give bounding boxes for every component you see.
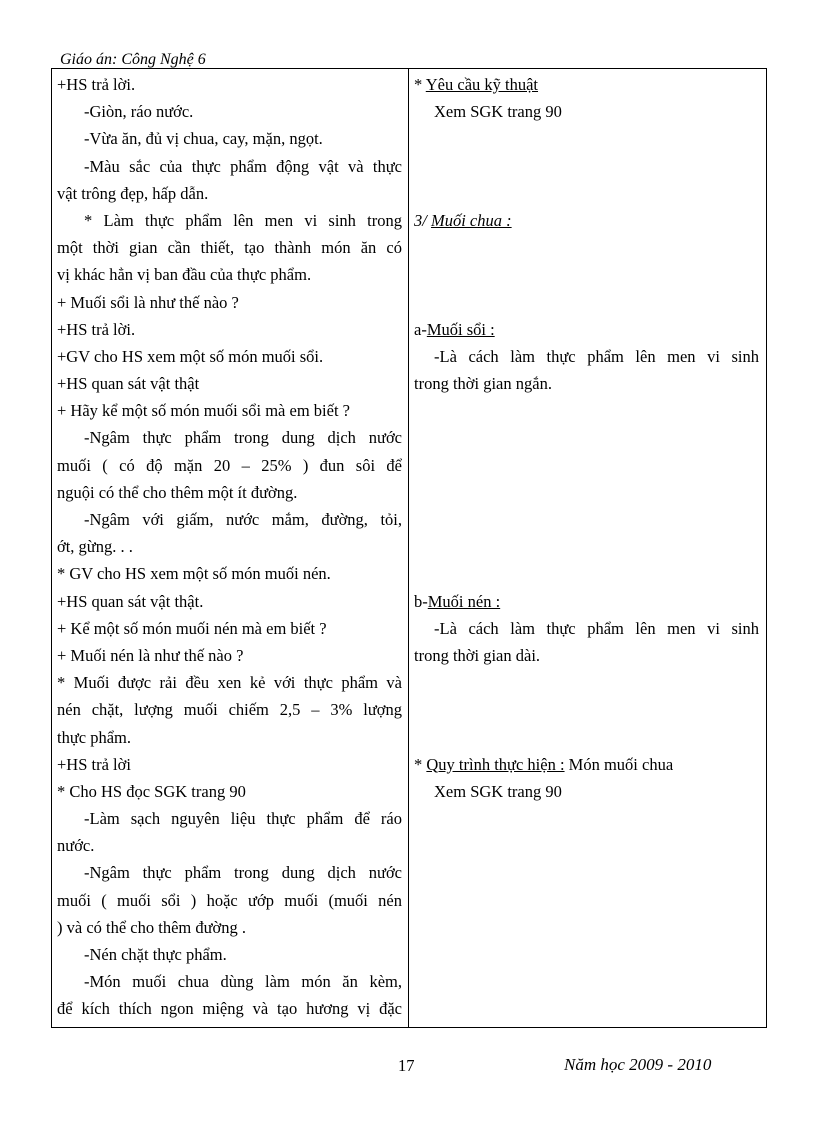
lesson-content-column: [414, 71, 759, 805]
activity-line: -Món muối chua dùng làm món ăn kèm,: [84, 972, 402, 992]
activity-line: +HS trả lời: [57, 754, 131, 774]
pickling-section-heading: [414, 207, 759, 234]
heading-prefix: *: [414, 75, 426, 94]
tech-requirement-heading: [414, 71, 759, 98]
procedure-heading: [414, 751, 759, 778]
activity-line: + Muối sổi là như thế nào ?: [57, 292, 239, 312]
heading-label: Muối nén :: [427, 591, 501, 611]
quick-pickle-heading: [414, 316, 759, 343]
activity-line: * Làm thực phẩm lên men vi sinh trong: [84, 210, 402, 230]
activity-line: + Muối nén là như thế nào ?: [57, 645, 244, 665]
activity-line: +GV cho HS xem một số món muối sổi.: [57, 346, 324, 366]
quick-pickle-definition-cont: trong thời gian ngắn.: [414, 374, 552, 394]
activity-line: vật trông đẹp, hấp dẫn.: [57, 183, 209, 203]
pressed-pickle-definition-cont: trong thời gian dài.: [414, 645, 541, 665]
activity-line: * GV cho HS xem một số món muối nén.: [57, 564, 331, 584]
activity-line: + Kể một số món muối nén mà em biết ?: [57, 618, 327, 638]
activity-line: muối ( muối sổi ) hoặc ướp muối (muối nén: [57, 890, 402, 910]
heading-label: Yêu cầu kỹ thuật: [425, 75, 539, 94]
lesson-table: [51, 68, 767, 1028]
activity-line: +HS quan sát vật thật.: [57, 591, 204, 611]
activity-line: nước.: [57, 836, 95, 856]
activity-line: +HS quan sát vật thật: [57, 374, 200, 394]
activity-line: thực phẩm.: [57, 727, 132, 747]
school-year: Năm học 2009 - 2010: [564, 1055, 712, 1074]
activity-line: -Làm sạch nguyên liệu thực phẩm để ráo: [84, 809, 402, 829]
page-number: 17: [398, 1056, 415, 1075]
activity-line: * Muối được rải đều xen kẻ với thực phẩm và: [57, 673, 402, 693]
heading-prefix: *: [414, 754, 427, 774]
heading-label: Quy trình thực hiện :: [426, 754, 565, 774]
activity-line: -Vừa ăn, đủ vị chua, cay, mặn, ngọt.: [84, 129, 323, 149]
heading-label: Muối chua :: [430, 210, 512, 230]
quick-pickle-definition: -Là cách làm thực phẩm lên men vi sinh: [434, 346, 759, 366]
activity-line: ) và có thể cho thêm đường .: [57, 917, 247, 937]
activity-line: +HS trả lời.: [57, 319, 136, 339]
activity-line: -Ngâm với giấm, nước mắm, đường, tỏi,: [84, 510, 402, 529]
activity-line: một thời gian cần thiết, tạo thành món ăn có: [57, 238, 402, 258]
activity-line: -Giòn, ráo nước.: [84, 102, 194, 122]
activity-line: +HS trả lời.: [57, 75, 136, 94]
activity-line: -Màu sắc của thực phẩm động vật và thực: [84, 156, 402, 176]
activity-line: nguội có thể cho thêm một ít đường.: [57, 482, 298, 502]
pressed-pickle-heading: [414, 588, 759, 615]
heading-suffix: Món muối chua: [564, 754, 674, 774]
activity-line: * Cho HS đọc SGK trang 90: [57, 781, 246, 801]
heading-prefix: b-: [414, 591, 428, 611]
see-textbook-note-2: Xem SGK trang 90: [434, 781, 562, 801]
activity-line: -Ngâm thực phẩm trong dung dịch nước: [84, 428, 402, 448]
heading-prefix: 3/: [414, 210, 431, 230]
see-textbook-note: Xem SGK trang 90: [434, 102, 562, 122]
activity-line: + Hãy kể một số món muối sổi mà em biết ?: [57, 401, 350, 421]
heading-prefix: a-: [414, 319, 427, 339]
column-divider: [408, 69, 409, 1027]
teacher-student-activity-column: [57, 71, 402, 1023]
activity-line: -Ngâm thực phẩm trong dung dịch nước: [84, 863, 402, 883]
activity-line: nén chặt, lượng muối chiếm 2,5 – 3% lượng: [57, 700, 402, 720]
activity-line: muối ( có độ mặn 20 – 25% ) đun sôi để: [57, 455, 402, 475]
pressed-pickle-definition: -Là cách làm thực phẩm lên men vi sinh: [434, 618, 759, 638]
activity-line: ớt, gừng. . .: [57, 537, 133, 557]
activity-line: để kích thích ngon miệng và tạo hương vị đặc: [57, 999, 402, 1019]
activity-line: vị khác hẳn vị ban đầu của thực phẩm.: [57, 265, 312, 285]
page-header-title: Giáo án: Công Nghệ 6: [60, 51, 206, 68]
activity-line: -Nén chặt thực phẩm.: [84, 945, 227, 964]
heading-label: Muối sổi :: [426, 319, 495, 339]
